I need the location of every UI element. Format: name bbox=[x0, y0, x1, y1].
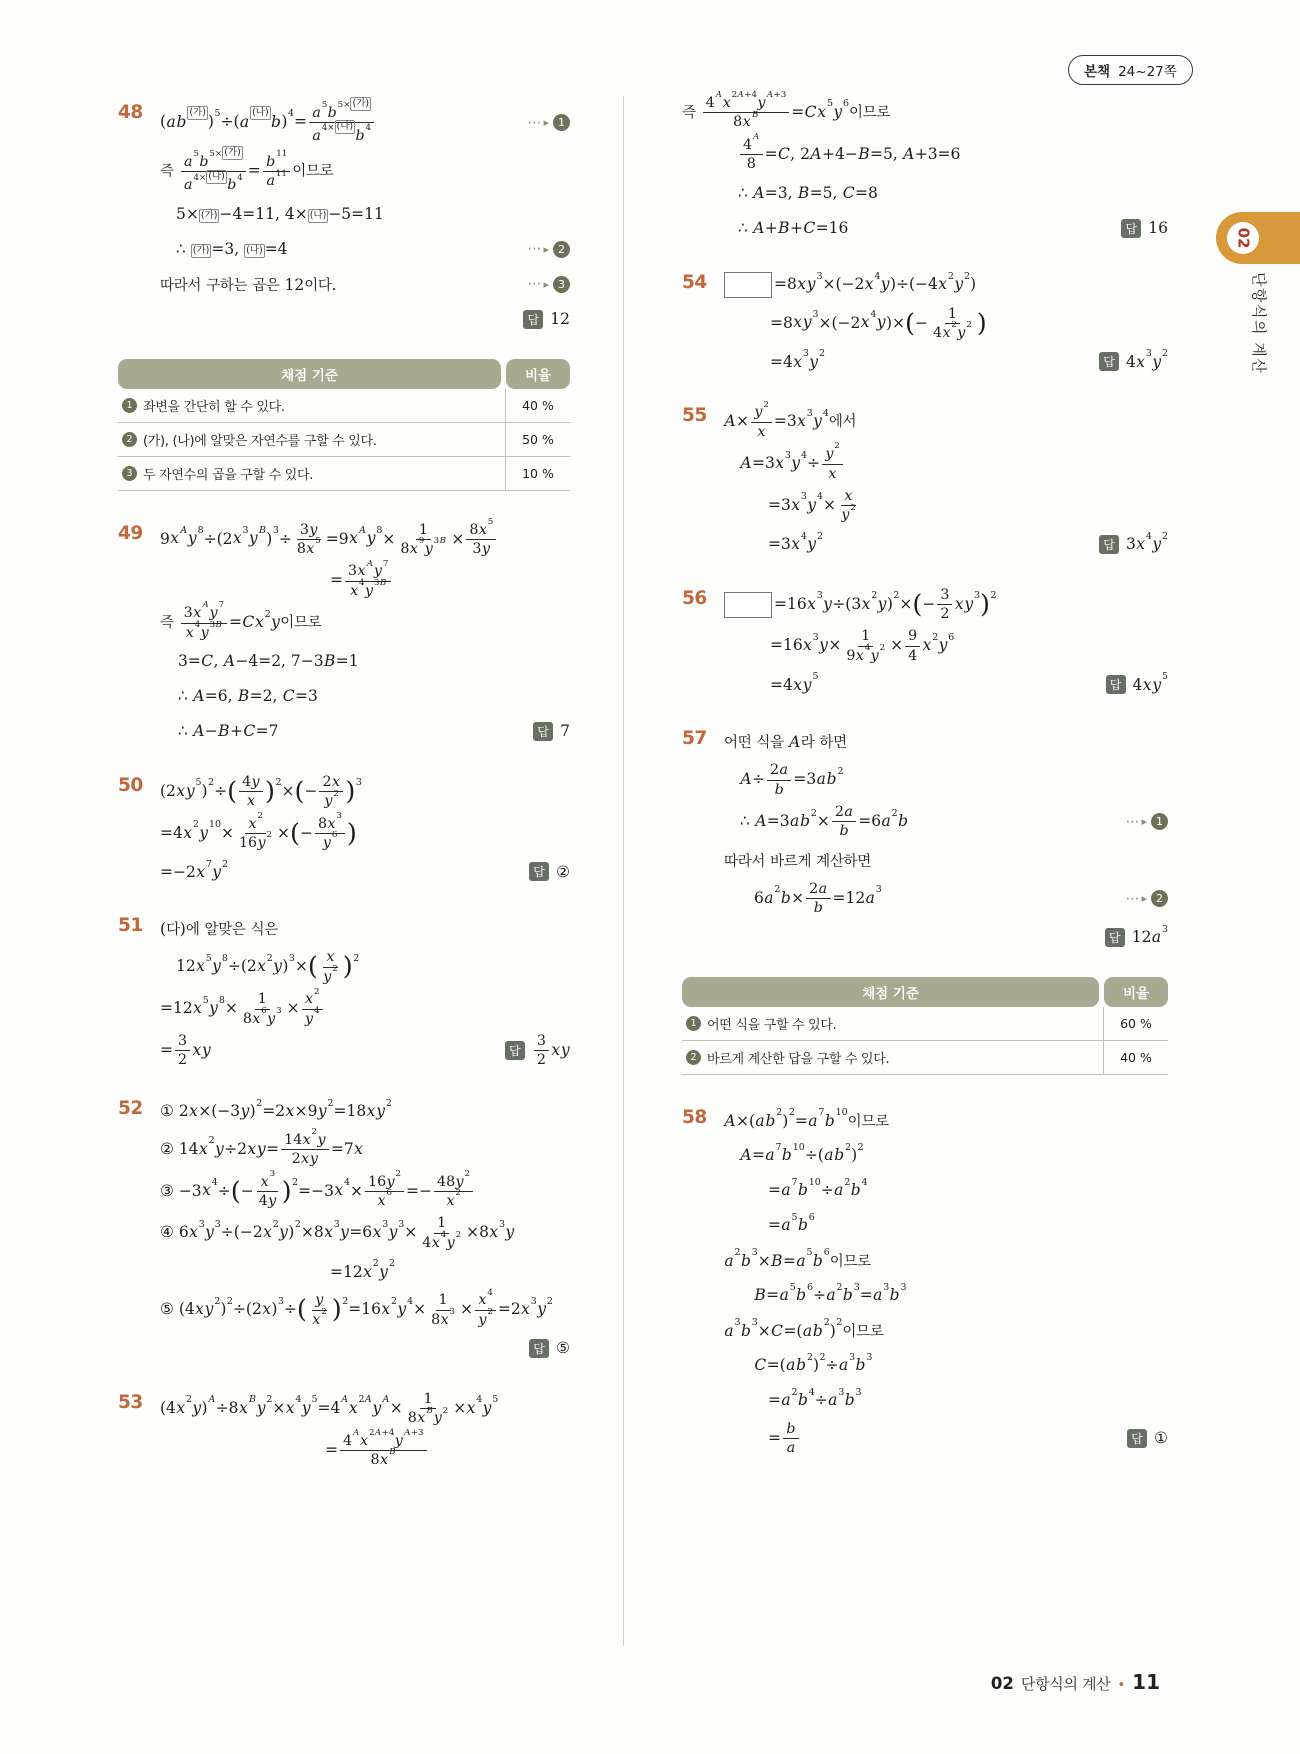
answer-value: $4x^3y^2$ bbox=[1126, 348, 1168, 371]
fraction: $\frac{1}{4x^4y^2}$ bbox=[422, 1215, 462, 1251]
problem-solution bbox=[160, 1094, 570, 1366]
fraction: $\frac{9}{4}$ bbox=[905, 628, 920, 664]
fraction: $\frac{b}{a}$ bbox=[783, 1421, 799, 1457]
answer-badge bbox=[1121, 219, 1168, 238]
math-line bbox=[160, 1331, 570, 1366]
step-number-icon: 1 bbox=[553, 114, 570, 131]
criterion-number-icon: 1 bbox=[122, 398, 137, 413]
math-line: 3=C, A−4=2, 7−3B=1 bbox=[178, 652, 359, 671]
criterion-label: 바르게 계산한 답을 구할 수 있다. bbox=[707, 1051, 890, 1067]
criterion-label: 어떤 식을 구할 수 있다. bbox=[707, 1017, 837, 1033]
problem-48 bbox=[118, 98, 570, 337]
grading-table-header bbox=[682, 977, 1168, 1007]
fraction: $\frac{2x}{y^2}$ bbox=[319, 774, 343, 810]
criterion-ratio: 60 % bbox=[1103, 1007, 1168, 1040]
fill-in-label-box: (가) bbox=[192, 245, 210, 257]
math-line bbox=[160, 302, 570, 337]
fill-in-label-box: (가) bbox=[224, 147, 241, 159]
criterion-number-icon: 1 bbox=[686, 1016, 701, 1031]
dots-icon: ⋯ bbox=[527, 276, 543, 293]
math-line: $=4x^2y^{10}\times$ $\frac{x^2}{16y^2}$ ×(− $\frac{8x^3}{y^6}$ ) bbox=[160, 811, 357, 852]
problem-number: 58 bbox=[682, 1106, 707, 1128]
criterion-ratio: 40 % bbox=[505, 389, 570, 422]
problem-solution bbox=[724, 268, 1168, 380]
math-line: ∴ $A=3ab^2\times$ $\frac{2a}{b}$ $=6a^2b$ ⋯ ▸ 1 bbox=[724, 801, 1168, 843]
grading-criteria-header: 채점 기준 bbox=[682, 977, 1099, 1007]
footer-chapter-number: 02 bbox=[990, 1674, 1014, 1693]
fraction: $\frac{x^2}{y^4}$ bbox=[302, 991, 323, 1027]
math-line: $6a^2b\times$ $\frac{2a}{b}$ $=12a^3$ ⋯ ▸ 2 bbox=[724, 878, 1168, 920]
grading-row bbox=[682, 1007, 1168, 1041]
answer-value: $3x^4y^2$ bbox=[1126, 530, 1168, 554]
fill-in-label-box: (가) bbox=[352, 98, 370, 110]
math-line: = $\frac{3}{2}$ xy 답 $\frac{3}{2}$ xy bbox=[160, 1033, 570, 1069]
grading-row bbox=[118, 389, 570, 423]
fraction: $\frac{1}{8x^3}$ bbox=[431, 1292, 456, 1328]
step-number-icon: 2 bbox=[1151, 890, 1168, 907]
fill-in-label-box: (나) bbox=[252, 107, 269, 119]
fraction: $\frac{x}{y^2}$ bbox=[323, 949, 338, 985]
math-line: $=4xy^5$ 답 $4xy^5$ bbox=[770, 671, 1168, 694]
step-arrow-marker bbox=[1125, 890, 1168, 907]
math-line: (다)에 알맞은 식은 bbox=[160, 920, 278, 939]
problem-51 bbox=[118, 911, 570, 1071]
fraction: $\frac{4^Ax^{2A+4}y^{A+3}}{8x^B}$ bbox=[340, 1433, 427, 1469]
column-divider bbox=[623, 96, 624, 1646]
fraction: $\frac{a^5b^{5\times (가)}}{a^{4\times (나)}b^4}$ bbox=[309, 101, 374, 144]
criterion-label: (가), (나)에 알맞은 자연수를 구할 수 있다. bbox=[143, 433, 377, 449]
fraction: $\frac{y^2}{x}$ bbox=[751, 404, 772, 440]
math-line: $=a^7b^{10}\div a^2b^4$ bbox=[768, 1176, 868, 1200]
fraction: $\frac{16y^2}{x^6}$ bbox=[365, 1174, 404, 1210]
chapter-number: 02 bbox=[1234, 227, 1252, 249]
fraction: $\frac{1}{9x^4y^2}$ bbox=[846, 628, 886, 664]
math-line: ① $2x\times(-3y)^2=2x\times 9y^2=18xy^2$ bbox=[160, 1097, 392, 1121]
answer-badge bbox=[1099, 530, 1168, 554]
answer-icon: 답 bbox=[533, 722, 553, 741]
fraction: $\frac{1}{8x^9y^{3B}}$ bbox=[400, 521, 446, 557]
problem-number: 54 bbox=[682, 271, 707, 293]
fraction: $\frac{2a}{b}$ bbox=[806, 881, 830, 917]
math-line: A÷ $\frac{2a}{b}$ $=3ab^2$ bbox=[740, 762, 844, 798]
fraction: $\frac{3}{2}$ bbox=[937, 587, 952, 623]
answer-badge bbox=[1099, 348, 1168, 371]
grading-table-rubric-57 bbox=[682, 977, 1168, 1075]
answer-blank-box bbox=[724, 272, 772, 298]
answer-badge bbox=[1106, 671, 1168, 694]
math-line: 즉 $\frac{a^5b^{5\times (가)}}{a^{4\times (나)}b^4}$ = $\frac{b^{11}}{a^{11}}$ 이므로 bbox=[160, 147, 334, 194]
problem-solution bbox=[682, 92, 1168, 246]
answer-icon: 답 bbox=[529, 1339, 549, 1358]
problem-solution bbox=[160, 771, 570, 890]
step-arrow-marker bbox=[527, 241, 570, 258]
answer-value: $4xy^5$ bbox=[1132, 671, 1168, 694]
fraction: $\frac{14x^2y}{2xy}$ bbox=[281, 1132, 329, 1168]
math-line: ∴ A=6, B=2, C=3 bbox=[178, 687, 318, 706]
fraction: $\frac{a^5b^{5\times (가)}}{a^{4\times (나)}b^4}$ bbox=[181, 150, 246, 193]
answer-badge bbox=[529, 862, 570, 881]
math-line: ∴ (가) =3, (나) =4 ⋯ ▸ 2 bbox=[160, 232, 570, 267]
fraction: $\frac{b^{11}}{a^{11}}$ bbox=[263, 154, 290, 190]
fill-in-label-box: (가) bbox=[189, 107, 206, 119]
math-line: $A=3x^3y^4\div$ $\frac{y^2}{x}$ bbox=[724, 443, 1168, 485]
math-line: $=3x^4y^2$ 답 $3x^4y^2$ bbox=[768, 530, 1168, 554]
arrow-icon: ▸ bbox=[1141, 892, 1147, 906]
math-line: 어떤 식을 A라 하면 bbox=[724, 733, 847, 752]
fraction: $\frac{x}{y^2}$ bbox=[841, 487, 856, 524]
math-line: $a^2b^3\times B=a^5b^6$이므로 bbox=[724, 1247, 871, 1270]
answer-badge bbox=[523, 310, 570, 329]
criterion-ratio: 50 % bbox=[505, 423, 570, 456]
problem-solution bbox=[160, 98, 570, 337]
problem-number: 50 bbox=[118, 774, 143, 796]
footer-bullet: • bbox=[1117, 1678, 1126, 1693]
step-number-icon: 2 bbox=[553, 241, 570, 258]
badge-book-label: 본책 bbox=[1084, 64, 1111, 80]
math-line: ③ $-3x^4\div(-$ $\frac{x^3}{4y}$ )$^2=-3x^4\times$ $\frac{16y^2}{x^6}$ =− $\frac{48y^2}{x^2}$ bbox=[160, 1171, 570, 1213]
step-number-icon: 1 bbox=[1151, 813, 1168, 830]
math-line: $A\times(ab^2)^2=a^7b^{10}$이므로 bbox=[724, 1107, 889, 1130]
fraction: $\frac{x^2}{16y^2}$ bbox=[238, 811, 272, 852]
problem-50 bbox=[118, 771, 570, 890]
problem-solution bbox=[160, 911, 570, 1071]
fraction: $\frac{4^Ax^{2A+4}y^{A+3}}{8x^B}$ bbox=[703, 95, 790, 131]
answer-blank-box bbox=[724, 592, 772, 618]
grading-row bbox=[118, 423, 570, 457]
answer-icon: 답 bbox=[1105, 928, 1125, 947]
criterion-label: 두 자연수의 곱을 구할 수 있다. bbox=[143, 467, 314, 483]
fraction: $\frac{48y^2}{x^2}$ bbox=[434, 1174, 473, 1210]
fraction: $\frac{8x^3}{y^6}$ bbox=[315, 816, 345, 852]
math-line: $A=a^7b^{10}\div(ab^2)^2$ bbox=[740, 1141, 864, 1165]
math-line: $B=a^5b^6\div a^2b^3=a^3b^3$ bbox=[754, 1281, 907, 1305]
fraction: $\frac{y}{x^2}$ bbox=[312, 1292, 327, 1328]
arrow-icon: ▸ bbox=[543, 242, 549, 256]
answer-value: $\frac{3}{2}$ xy bbox=[532, 1032, 570, 1070]
answer-icon: 답 bbox=[529, 862, 549, 881]
problem-58 bbox=[682, 1103, 1168, 1460]
answer-value: $12a^3$ bbox=[1131, 923, 1168, 947]
criterion-number-icon: 2 bbox=[686, 1050, 701, 1065]
problem-57 bbox=[682, 724, 1168, 954]
fraction: $\frac{8x^5}{3y}$ bbox=[466, 522, 496, 558]
arrow-icon: ▸ bbox=[543, 116, 549, 130]
answer-value: 7 bbox=[560, 722, 570, 741]
math-line: 5× (가) −4=11, 4× (나) −5=11 bbox=[176, 205, 384, 224]
math-line: $12x^5y^8\div(2x^2y)^3\times$( $\frac{x}{y^2}$ )$^2$ bbox=[176, 949, 360, 985]
fill-in-label-box: (나) bbox=[309, 210, 327, 222]
problem-number: 48 bbox=[118, 102, 143, 123]
math-line: ∴ A−B+C=7 답 7 bbox=[178, 722, 570, 741]
math-line: $C=(ab^2)^2\div a^3b^3$ bbox=[754, 1351, 873, 1375]
fraction: $\frac{1}{4x^2y^2}$ bbox=[932, 305, 972, 341]
left-column bbox=[118, 98, 570, 1494]
math-line: 따라서 구하는 곱은 12이다. ⋯ ▸ 3 bbox=[160, 267, 570, 302]
criterion-ratio: 10 % bbox=[505, 457, 570, 490]
math-line: $=3x^3y^4\times$ $\frac{x}{y^2}$ bbox=[724, 485, 1168, 527]
math-line: $=12x^5y^8\times$ $\frac{1}{8x^6y^3}$ × $\frac{x^2}{y^4}$ bbox=[160, 988, 570, 1030]
math-line: $=12x^2y^2$ bbox=[330, 1258, 395, 1281]
problem-53 bbox=[118, 1388, 570, 1472]
grading-table-rubric-48 bbox=[118, 359, 570, 491]
grading-ratio-header: 비율 bbox=[1104, 977, 1168, 1007]
dots-icon: ⋯ bbox=[1125, 890, 1141, 907]
criterion-number-icon: 2 bbox=[122, 432, 137, 447]
problem-solution bbox=[160, 1388, 570, 1472]
answer-icon: 답 bbox=[1127, 1429, 1147, 1448]
math-line: $=-2x^7y^2$ 답 ② bbox=[160, 858, 570, 881]
answer-icon: 답 bbox=[1121, 219, 1141, 238]
math-line: ② $14x^2y\div 2xy=$ $\frac{14x^2y}{2xy}$ =7x bbox=[160, 1127, 363, 1168]
fraction: $\frac{3}{2}$ bbox=[534, 1033, 549, 1069]
problem-53-continued bbox=[682, 92, 1168, 246]
answer-icon: 답 bbox=[505, 1041, 525, 1060]
fill-in-label-box: (나) bbox=[208, 170, 225, 182]
math-line: A× $\frac{y^2}{x}$ $=3x^3y^4$에서 bbox=[724, 399, 857, 440]
step-arrow-marker bbox=[527, 276, 570, 293]
math-line: ∴ A+B+C=16 답 16 bbox=[738, 219, 1168, 238]
fraction: $\frac{4^A}{8}$ bbox=[740, 137, 763, 173]
dots-icon: ⋯ bbox=[527, 241, 543, 258]
fraction: $\frac{3x^Ay^7}{x^4y^{3B}}$ bbox=[345, 563, 391, 599]
answer-badge bbox=[1105, 923, 1168, 947]
right-column bbox=[682, 92, 1168, 1481]
footer-page-number: 11 bbox=[1132, 1670, 1160, 1694]
problem-56 bbox=[682, 584, 1168, 703]
math-line: 즉 $\frac{4^Ax^{2A+4}y^{A+3}}{8x^B}$ $=Cx^5y^6$이므로 bbox=[682, 90, 891, 131]
arrow-icon: ▸ bbox=[1141, 815, 1147, 829]
page-footer bbox=[991, 1670, 1160, 1694]
fraction: $\frac{1}{8x^By^2}$ bbox=[407, 1390, 449, 1427]
math-line: $\frac{4^A}{8}$ =C, 2A+4−B=5, A+3=6 bbox=[682, 134, 1168, 176]
dots-icon: ⋯ bbox=[527, 114, 543, 131]
math-line: 즉 $\frac{3x^Ay^7}{x^4y^{3B}}$ $=Cx^2y$이므로 bbox=[160, 600, 322, 641]
problem-49 bbox=[118, 516, 570, 749]
math-line: ∴ A=3, B=5, C=8 bbox=[738, 184, 878, 203]
answer-value: 16 bbox=[1148, 219, 1168, 238]
math-line: 따라서 바르게 계산하면 bbox=[724, 853, 871, 870]
answer-badge bbox=[529, 1339, 570, 1358]
fill-in-label-box: (나) bbox=[246, 245, 263, 257]
grading-row bbox=[682, 1041, 1168, 1075]
fraction: $\frac{3}{2}$ bbox=[175, 1033, 190, 1069]
answer-value: ⑤ bbox=[556, 1339, 570, 1358]
dots-icon: ⋯ bbox=[1125, 813, 1141, 830]
fill-in-label-box: (나) bbox=[336, 121, 354, 133]
problem-number: 56 bbox=[682, 587, 707, 609]
grading-row bbox=[118, 457, 570, 491]
grading-ratio-header: 비율 bbox=[506, 359, 570, 389]
answer-badge bbox=[505, 1032, 570, 1070]
problem-solution bbox=[724, 1103, 1168, 1460]
footer-chapter-title: 단항식의 계산 bbox=[1020, 1675, 1111, 1693]
math-line: ④ $6x^3y^3\div(-2x^2y)^2\times 8x^3y=6x^3y^3\times$ $\frac{1}{4x^4y^2}$ $\times 8x^3y$ bbox=[160, 1215, 515, 1251]
math-line: $=4x^3y^2$ 답 $4x^3y^2$ bbox=[770, 348, 1168, 371]
badge-pages: 24~27쪽 bbox=[1118, 64, 1177, 80]
problem-54 bbox=[682, 268, 1168, 380]
book-page-badge bbox=[1068, 55, 1193, 85]
problem-number: 55 bbox=[682, 405, 707, 427]
math-line: $9x^Ay^8\div(2x^3y^B)^3\div$ $\frac{3y}{8x^5}$ $=9x^Ay^8\times$ $\frac{1}{8x^9y^{3B}}$ × $\frac{8x^5}{3y}$ bbox=[160, 519, 570, 561]
math-line: $=8xy^3\times(-2x^4y)\times(-$ $\frac{1}{4x^2y^2}$ ) bbox=[770, 305, 987, 341]
math-line: = $\frac{b}{a}$ 답 ① bbox=[768, 1420, 1168, 1456]
problem-number: 49 bbox=[118, 522, 143, 544]
answer-badge bbox=[533, 722, 570, 741]
fraction: $\frac{x^4}{y^2}$ bbox=[475, 1292, 496, 1328]
arrow-icon: ▸ bbox=[543, 277, 549, 291]
problem-52 bbox=[118, 1094, 570, 1366]
fraction: $\frac{x^3}{4y}$ bbox=[258, 1168, 277, 1209]
problem-solution bbox=[724, 401, 1168, 561]
math-line: $=16x^3y\div(3x^2y)^2\times(-$ $\frac{3}{2}$ $xy^3)^2$ bbox=[724, 584, 1168, 626]
answer-icon: 답 bbox=[1099, 352, 1119, 371]
math-line: = $\frac{3x^Ay^7}{x^4y^{3B}}$ bbox=[160, 560, 570, 602]
math-line: (ab $^{(가)}$ )$^5$÷(a $^{(나)}$ b)$^4$= $\frac{a^5b^{5\times (가)}}{a^{4\times (나)}b^4}$ ⋯ ▸ 1 bbox=[160, 98, 570, 147]
fraction: $\frac{y^2}{x}$ bbox=[822, 446, 843, 482]
math-line: ⑤ $(4xy^2)^2\div(2x)^3\div$( $\frac{y}{x^2}$ )$^2=16x^2y^4\times$ $\frac{1}{8x^3}$ × $\frac{x^4}{y^2}$ $=2x^3y^2$ bbox=[160, 1287, 553, 1328]
fraction: $\frac{3y}{8x^5}$ bbox=[296, 521, 321, 557]
criterion-ratio: 40 % bbox=[1103, 1041, 1168, 1074]
chapter-side-tab bbox=[1216, 212, 1300, 264]
fraction: $\frac{2a}{b}$ bbox=[767, 762, 791, 798]
step-arrow-marker bbox=[527, 114, 570, 131]
math-line: $(2xy^5)^2\div$( $\frac{4y}{x}$ )$^2$×(− $\frac{2x}{y^2}$ )$^3$ bbox=[160, 773, 362, 810]
answer-icon: 답 bbox=[1099, 535, 1119, 554]
math-line bbox=[724, 920, 1168, 955]
chapter-number-circle bbox=[1227, 222, 1259, 254]
problem-number: 52 bbox=[118, 1097, 143, 1119]
math-line: $(4x^2y)^A\div 8x^By^2\times x^4y^5=4^Ax^{2A}y^A\times$ $\frac{1}{8x^By^2}$ $\times x^4y^5$ bbox=[160, 1390, 499, 1427]
step-arrow-marker bbox=[1125, 813, 1168, 830]
math-line: $=16x^3y\times$ $\frac{1}{9x^4y^2}$ × $\frac{9}{4}$ $x^2y^6$ bbox=[770, 628, 955, 664]
math-line: $=a^2b^4\div a^3b^3$ bbox=[768, 1386, 862, 1410]
fraction: $\frac{4y}{x}$ bbox=[239, 774, 263, 810]
math-line: = $\frac{4^Ax^{2A+4}y^{A+3}}{8x^B}$ bbox=[160, 1430, 570, 1472]
problem-number: 51 bbox=[118, 915, 143, 937]
problem-number: 57 bbox=[682, 728, 707, 750]
math-line: $a^3b^3\times C=(ab^2)^2$이므로 bbox=[724, 1317, 884, 1340]
math-line: $=8xy^3\times(-2x^4y)\div(-4x^2y^2)$ bbox=[724, 268, 1168, 303]
criterion-label: 좌변을 간단히 할 수 있다. bbox=[143, 399, 285, 415]
math-line: $=a^5b^6$ bbox=[768, 1211, 815, 1235]
answer-value: ① bbox=[1154, 1429, 1168, 1448]
grading-table-header bbox=[118, 359, 570, 389]
step-number-icon: 3 bbox=[553, 276, 570, 293]
problem-55 bbox=[682, 401, 1168, 561]
fraction: $\frac{3x^Ay^7}{x^4y^{3B}}$ bbox=[181, 605, 227, 641]
problem-number: 53 bbox=[118, 1391, 143, 1413]
problem-solution bbox=[724, 584, 1168, 703]
answer-icon: 답 bbox=[523, 310, 543, 329]
grading-criteria-header: 채점 기준 bbox=[118, 359, 501, 389]
problem-solution bbox=[724, 724, 1168, 954]
criterion-number-icon: 3 bbox=[122, 466, 137, 481]
answer-badge bbox=[1127, 1429, 1168, 1448]
fraction: $\frac{1}{8x^6y^3}$ bbox=[242, 991, 282, 1027]
answer-icon: 답 bbox=[1106, 675, 1126, 694]
chapter-side-title: 단항식의 계산 bbox=[1250, 272, 1268, 375]
fill-in-label-box: (가) bbox=[200, 210, 218, 222]
fraction: $\frac{2a}{b}$ bbox=[832, 804, 856, 840]
answer-value: 12 bbox=[550, 310, 570, 329]
answer-value: ② bbox=[556, 862, 570, 881]
problem-solution bbox=[160, 516, 570, 749]
